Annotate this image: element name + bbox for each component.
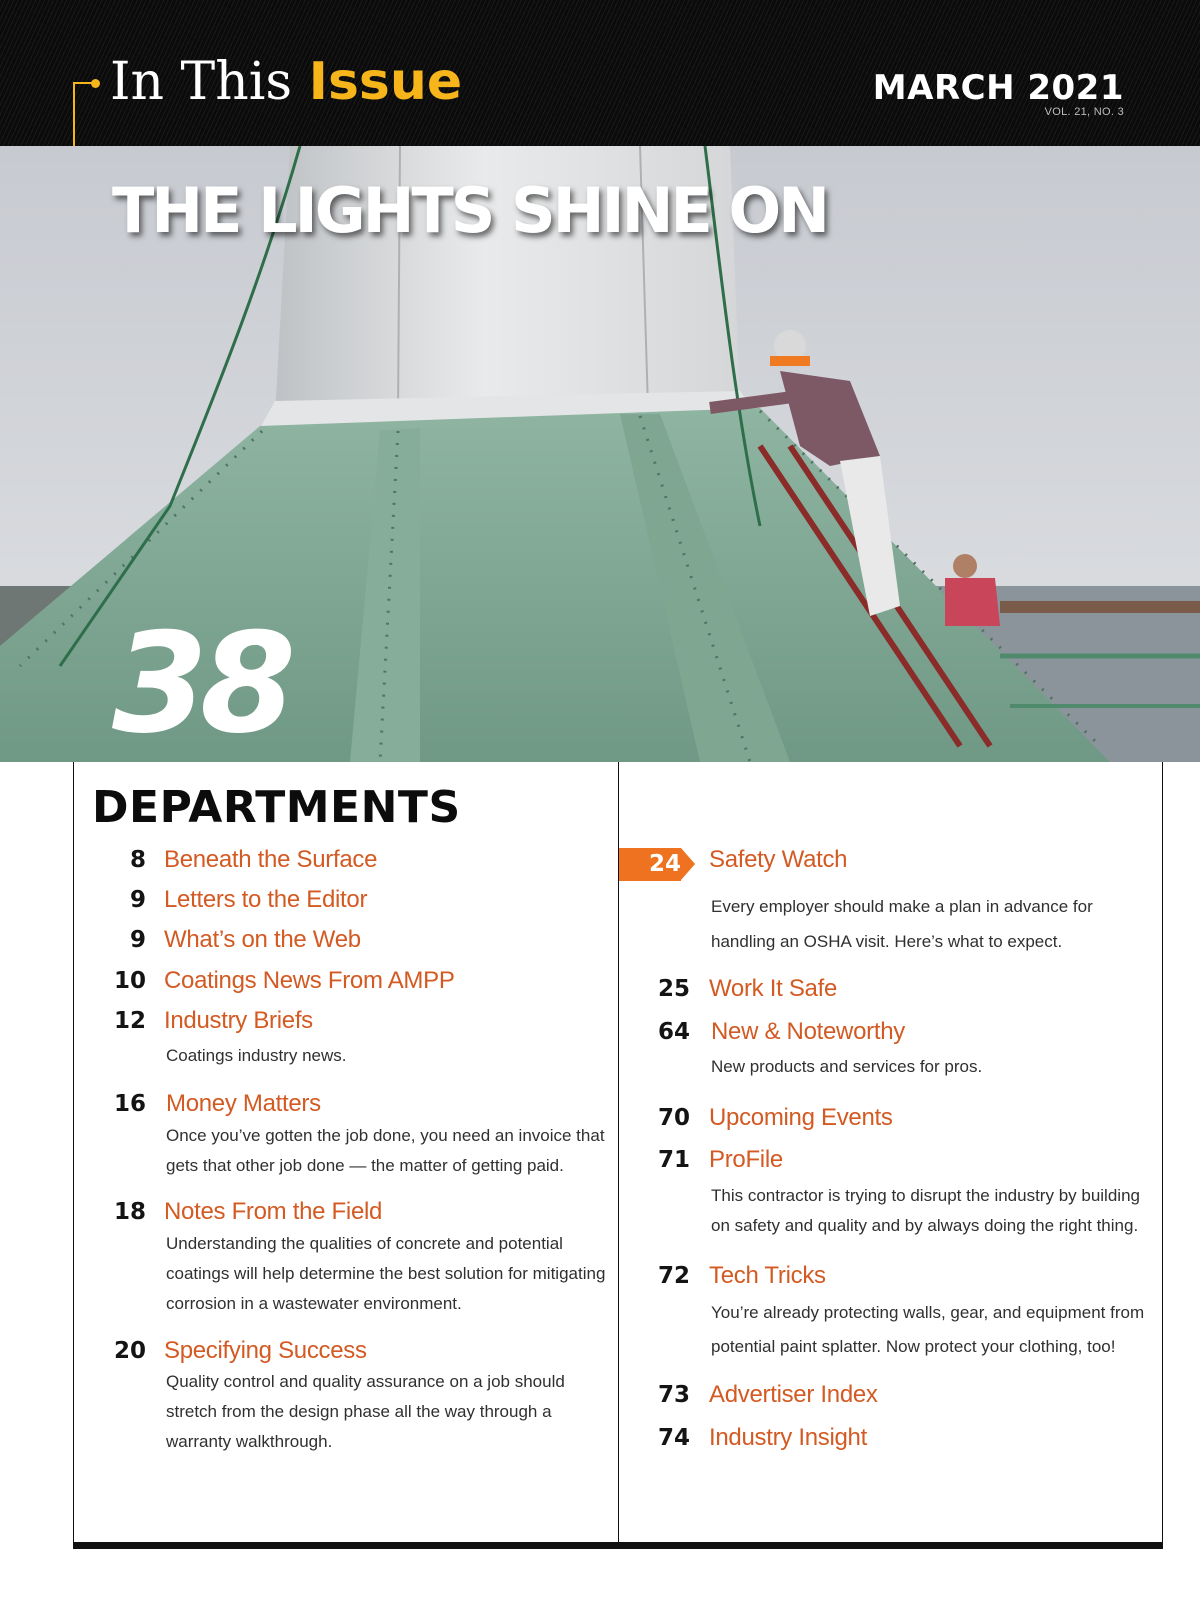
accent-dot xyxy=(91,79,100,88)
page-title-accent: Issue xyxy=(308,52,463,112)
toc-title[interactable]: Notes From the Field xyxy=(164,1198,383,1225)
toc-description: This contractor is trying to disrupt the industry by building on safety and quality and by always doing the right thing. xyxy=(711,1186,1140,1235)
featured-page-tab xyxy=(619,848,681,881)
toc-title[interactable]: Beneath the Surface xyxy=(164,846,378,873)
toc-title[interactable]: ProFile xyxy=(709,1146,783,1173)
toc-page-number: 8 xyxy=(129,847,146,873)
toc-page-number: 20 xyxy=(113,1338,146,1364)
toc-description: New products and services for pros. xyxy=(711,1057,983,1076)
page-title-plain: In This xyxy=(110,52,309,112)
frame-line-right xyxy=(1162,762,1163,1542)
toc-description: Every employer should make a plan in advance for handling an OSHA visit. Here’s what to expect. xyxy=(711,897,1093,951)
toc-page-number: 64 xyxy=(657,1019,690,1045)
page-title xyxy=(110,52,462,112)
toc-title[interactable]: Industry Briefs xyxy=(164,1007,313,1034)
toc-page-number: 74 xyxy=(657,1425,690,1451)
toc-title[interactable]: Upcoming Events xyxy=(709,1104,893,1131)
toc-title[interactable]: What’s on the Web xyxy=(164,926,361,953)
toc-page-number: 9 xyxy=(129,887,146,913)
toc-page-number: 9 xyxy=(129,927,146,953)
toc-page-number: 16 xyxy=(113,1091,146,1117)
toc-page-number: 12 xyxy=(113,1008,146,1034)
toc-title[interactable]: Specifying Success xyxy=(164,1337,367,1364)
issue-date: MARCH 2021 xyxy=(872,68,1124,108)
toc-description: You’re already protecting walls, gear, and equipment from potential paint splatter. Now protect your clothing, too! xyxy=(711,1303,1145,1356)
accent-rule xyxy=(75,82,92,84)
toc-description: Coatings industry news. xyxy=(166,1046,347,1065)
departments-heading: DEPARTMENTS xyxy=(92,782,461,833)
frame-line-bottom xyxy=(73,1542,1163,1549)
masthead-band xyxy=(0,0,1200,146)
toc-description: Quality control and quality assurance on a job should stretch from the design phase all the way through a warranty walkthrough. xyxy=(166,1372,565,1451)
cover-story-page-number: 38 xyxy=(112,603,289,762)
cover-story-photo[interactable] xyxy=(0,146,1200,762)
toc-title[interactable]: Tech Tricks xyxy=(709,1262,826,1289)
toc-page-number: 71 xyxy=(657,1147,690,1173)
toc-title[interactable]: Money Matters xyxy=(166,1090,321,1117)
toc-title[interactable]: Letters to the Editor xyxy=(164,886,368,913)
toc-page-number: 18 xyxy=(113,1199,146,1225)
toc-description: Once you’ve gotten the job done, you need an invoice that gets that other job done — the matter of getting paid. xyxy=(166,1126,605,1175)
frame-line-left xyxy=(73,762,74,1542)
toc-page-number: 25 xyxy=(657,976,690,1002)
issue-volume: VOL. 21, NO. 3 xyxy=(1044,106,1124,118)
toc-description: Understanding the qualities of concrete and potential coatings will help determine the best solution for mitigating corrosion in a wastewater environment. xyxy=(166,1234,606,1313)
toc-title[interactable]: Industry Insight xyxy=(709,1424,867,1451)
toc-title[interactable]: Coatings News From AMPP xyxy=(164,967,455,994)
toc-title[interactable]: New & Noteworthy xyxy=(711,1018,905,1045)
toc-page-number: 73 xyxy=(657,1382,690,1408)
cover-story-headline: THE LIGHTS SHINE ON xyxy=(112,174,828,247)
toc-page-number: 70 xyxy=(657,1105,690,1131)
toc-title[interactable]: Safety Watch xyxy=(709,846,848,873)
toc-title[interactable]: Advertiser Index xyxy=(709,1381,878,1408)
toc-page-number: 24 xyxy=(648,851,681,877)
toc-page-number: 72 xyxy=(657,1263,690,1289)
toc-page-number: 10 xyxy=(113,968,146,994)
toc-title[interactable]: Work It Safe xyxy=(709,975,838,1002)
